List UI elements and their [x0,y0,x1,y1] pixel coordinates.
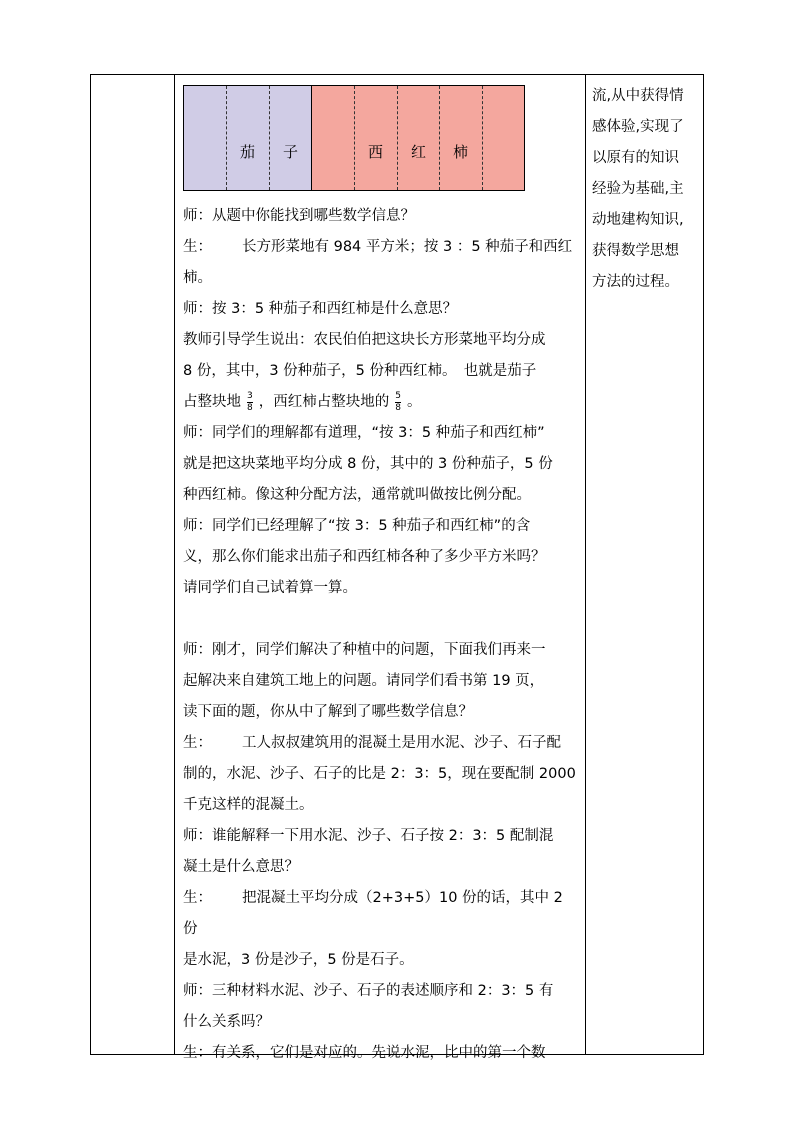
fraction-five-eighths [395,392,401,413]
text-line: 教师引导学生说出：农民伯伯把这块长方形菜地平均分成 [183,332,546,348]
eggplant-label: 子 [283,143,299,161]
speaker-label: 生： [183,735,212,751]
note-line: 感体验,实现了 [592,119,684,135]
note-line: 动地建构知识, [592,212,684,228]
lesson-column [175,75,585,1061]
line-text: 工人叔叔建筑用的混凝土是用水泥、沙子、石子配 [242,735,561,751]
speaker-label: 生： [183,890,212,906]
text-line: 凝土是什么意思？ [183,859,299,875]
text-line: 千克这样的混凝土。 [183,797,314,813]
text-line: 师：三种材料水泥、沙子、石子的表述顺序和 2：3：5 有 [183,983,554,999]
eggplant-label: 茄 [240,143,256,161]
note-line: 经验为基础,主 [592,181,684,197]
text-line: 读下面的题，你从中了解到了哪些数学信息？ [183,704,473,720]
fraction-numerator: 5 [395,390,401,401]
lesson-table [90,74,704,1061]
text-line: 制的，水泥、沙子、石子的比是 2：3：5，现在要配制 2000 [183,766,576,782]
text-line: 柿。 [183,270,212,286]
line-text: 占整块地 [183,394,241,410]
text-line: 生：有关系，它们是对应的。先说水泥，比中的第一个数 [183,1045,546,1061]
design-notes [592,81,700,298]
dashed-divider [482,86,483,190]
note-line: 流,从中获得情 [592,88,684,104]
line-text: 把混凝土平均分成（2+3+5）10 份的话，其中 2 份 [183,890,563,937]
lesson-text [183,201,579,1069]
text-line: 就是把这块菜地平均分成 8 份，其中的 3 份种茄子，5 份 [183,456,553,472]
text-line [183,883,579,945]
text-line: 师：刚才，同学们解决了种植中的问题，下面我们再来一 [183,642,546,658]
dashed-divider [269,86,270,190]
tomato-segment [312,86,524,190]
tomato-label: 柿 [453,143,469,161]
text-line: 师：从题中你能找到哪些数学信息？ [183,208,415,224]
line-text: 长方形菜地有 984 平方米；按 3 ：5 种茄子和西红 [242,239,573,255]
note-line: 方法的过程。 [592,274,679,290]
text-line: 师：同学们已经理解了“按 3：5 种茄子和西红柿”的含 [183,518,531,534]
dashed-divider [397,86,398,190]
dashed-divider [439,86,440,190]
text-line: 请同学们自己试着算一算。 [183,580,357,596]
text-line [183,232,579,263]
text-line: 起解决来自建筑工地上的问题。请同学们看书第 19 页， [183,673,545,689]
note-line: 获得数学思想 [592,243,679,259]
note-line: 以原有的知识 [592,150,679,166]
ratio-diagram [183,85,525,191]
text-line: 是水泥，3 份是沙子，5 份是石子。 [183,952,414,968]
tomato-label: 红 [411,143,427,161]
text-line: 义，那么你们能求出茄子和西红柿各种了多少平方米吗？ [183,549,546,565]
notes-column [586,75,704,1054]
text-line: 师：谁能解释一下用水泥、沙子、石子按 2：3：5 配制混 [183,828,554,844]
eggplant-segment [184,86,312,190]
line-text: 。 [406,394,422,410]
fraction-denominator: 8 [247,402,253,413]
text-line [183,387,579,418]
fraction-numerator: 3 [247,390,253,401]
speaker-label: 生： [183,239,212,255]
fraction-denominator: 8 [395,402,401,413]
text-line: 什么关系吗？ [183,1014,270,1030]
line-text: ，西红柿占整块地的 [258,394,390,410]
text-line [183,728,579,759]
text-line: 8 份，其中，3 份种茄子，5 份种西红柿。 也就是茄子 [183,363,537,379]
fraction-three-eighths [247,392,253,413]
text-line: 种西红柿。像这种分配方法，通常就叫做按比例分配。 [183,487,531,503]
tomato-label: 西 [368,143,384,161]
dashed-divider [226,86,227,190]
dashed-divider [354,86,355,190]
text-line: 师：按 3：5 种茄子和西红柿是什么意思？ [183,301,458,317]
text-line: 师：同学们的理解都有道理，“按 3：5 种茄子和西红柿” [183,425,545,441]
